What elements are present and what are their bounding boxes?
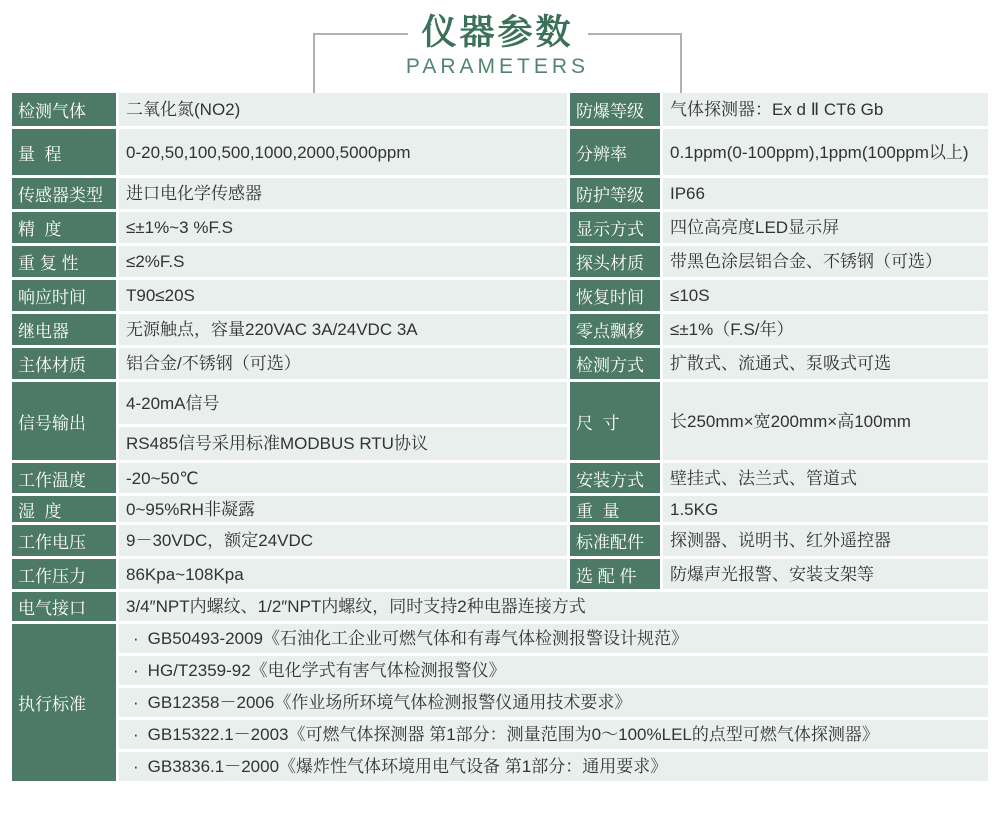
label-sensor-type: 传感器类型 xyxy=(12,178,116,209)
standard-item xyxy=(119,624,988,653)
bullet-icon: · xyxy=(133,661,139,680)
label-detection-gas: 检测气体 xyxy=(12,93,116,126)
standard-text: HG/T2359-92《电化学式有害气体检测报警仪》 xyxy=(147,661,506,680)
label-recovery-time: 恢复时间 xyxy=(570,280,660,311)
page-subtitle: PARAMETERS xyxy=(405,55,590,78)
bullet-icon: · xyxy=(133,757,139,776)
value-body-material: 铝合金/不锈钢（可选） xyxy=(119,348,567,379)
label-working-temperature: 工作温度 xyxy=(12,463,116,493)
label-optional-accessories: 选 配 件 xyxy=(570,559,660,589)
label-body-material: 主体材质 xyxy=(12,348,116,379)
bullet-icon: · xyxy=(133,725,139,744)
value-accuracy: ≤±1%~3 %F.S xyxy=(119,212,567,243)
value-humidity: 0~95%RH非凝露 xyxy=(119,496,567,522)
standard-item xyxy=(119,752,988,781)
label-signal-output: 信号输出 xyxy=(12,382,116,460)
label-detection-mode: 检测方式 xyxy=(570,348,660,379)
value-protection-grade: IP66 xyxy=(663,178,988,209)
value-repeatability: ≤2%F.S xyxy=(119,246,567,277)
label-explosion-proof-grade: 防爆等级 xyxy=(570,93,660,126)
value-optional-accessories: 防爆声光报警、安装支架等 xyxy=(663,559,988,589)
standard-text: GB12358－2006《作业场所环境气体检测报警仪通用技术要求》 xyxy=(147,693,632,712)
label-display-mode: 显示方式 xyxy=(570,212,660,243)
bullet-icon: · xyxy=(133,629,139,648)
standard-item xyxy=(119,720,988,749)
value-recovery-time: ≤10S xyxy=(663,280,988,311)
value-display-mode: 四位高亮度LED显示屏 xyxy=(663,212,988,243)
label-relay: 继电器 xyxy=(12,314,116,345)
value-signal-output-1: 4-20mA信号 xyxy=(119,382,567,424)
value-relay: 无源触点，容量220VAC 3A/24VDC 3A xyxy=(119,314,567,345)
value-installation-mode: 壁挂式、法兰式、管道式 xyxy=(663,463,988,493)
standard-text: GB15322.1－2003《可燃气体探测器 第1部分：测量范围为0～100%LEL的点型可燃气体探测器》 xyxy=(147,725,879,744)
label-resolution: 分辨率 xyxy=(570,129,660,175)
label-installation-mode: 安装方式 xyxy=(570,463,660,493)
value-working-voltage: 9－30VDC，额定24VDC xyxy=(119,525,567,556)
value-sensor-type: 进口电化学传感器 xyxy=(119,178,567,209)
value-standard-accessories: 探测器、说明书、红外遥控器 xyxy=(663,525,988,556)
value-dimensions: 长250mm×宽200mm×高100mm xyxy=(663,382,988,460)
value-detection-gas: 二氧化氮(NO2) xyxy=(119,93,567,126)
label-working-pressure: 工作压力 xyxy=(12,559,116,589)
value-probe-material: 带黑色涂层铝合金、不锈钢（可选） xyxy=(663,246,988,277)
value-working-pressure: 86Kpa~108Kpa xyxy=(119,559,567,589)
value-response-time: T90≤20S xyxy=(119,280,567,311)
value-explosion-proof-grade: 气体探测器：Ex d Ⅱ CT6 Gb xyxy=(663,93,988,126)
value-weight: 1.5KG xyxy=(663,496,988,522)
value-electrical-interface: 3/4″NPT内螺纹、1/2″NPT内螺纹，同时支持2种电器连接方式 xyxy=(119,592,988,621)
value-signal-output-2: RS485信号采用标准MODBUS RTU协议 xyxy=(119,427,567,460)
standard-item xyxy=(119,656,988,685)
label-zero-drift: 零点飘移 xyxy=(570,314,660,345)
label-range: 量 程 xyxy=(12,129,116,175)
label-response-time: 响应时间 xyxy=(12,280,116,311)
label-repeatability: 重 复 性 xyxy=(12,246,116,277)
spec-table xyxy=(12,93,988,781)
standard-item xyxy=(119,688,988,717)
label-dimensions: 尺 寸 xyxy=(570,382,660,460)
value-resolution: 0.1ppm(0-100ppm),1ppm(100ppm以上) xyxy=(663,129,988,175)
value-detection-mode: 扩散式、流通式、泵吸式可选 xyxy=(663,348,988,379)
standard-text: GB3836.1－2000《爆炸性气体环境用电气设备 第1部分：通用要求》 xyxy=(147,757,668,776)
label-working-voltage: 工作电压 xyxy=(12,525,116,556)
bullet-icon: · xyxy=(133,693,139,712)
label-weight: 重 量 xyxy=(570,496,660,522)
value-range: 0-20,50,100,500,1000,2000,5000ppm xyxy=(119,129,567,175)
label-protection-grade: 防护等级 xyxy=(570,178,660,209)
label-electrical-interface: 电气接口 xyxy=(12,592,116,621)
title-box xyxy=(313,13,682,94)
page-title: 仪器参数 xyxy=(407,9,587,57)
label-executive-standards: 执行标准 xyxy=(12,624,116,781)
value-working-temperature: -20~50℃ xyxy=(119,463,567,493)
value-zero-drift: ≤±1%（F.S/年） xyxy=(663,314,988,345)
label-humidity: 湿 度 xyxy=(12,496,116,522)
standard-text: GB50493-2009《石油化工企业可燃气体和有毒气体检测报警设计规范》 xyxy=(147,629,688,648)
label-standard-accessories: 标准配件 xyxy=(570,525,660,556)
label-probe-material: 探头材质 xyxy=(570,246,660,277)
label-accuracy: 精 度 xyxy=(12,212,116,243)
